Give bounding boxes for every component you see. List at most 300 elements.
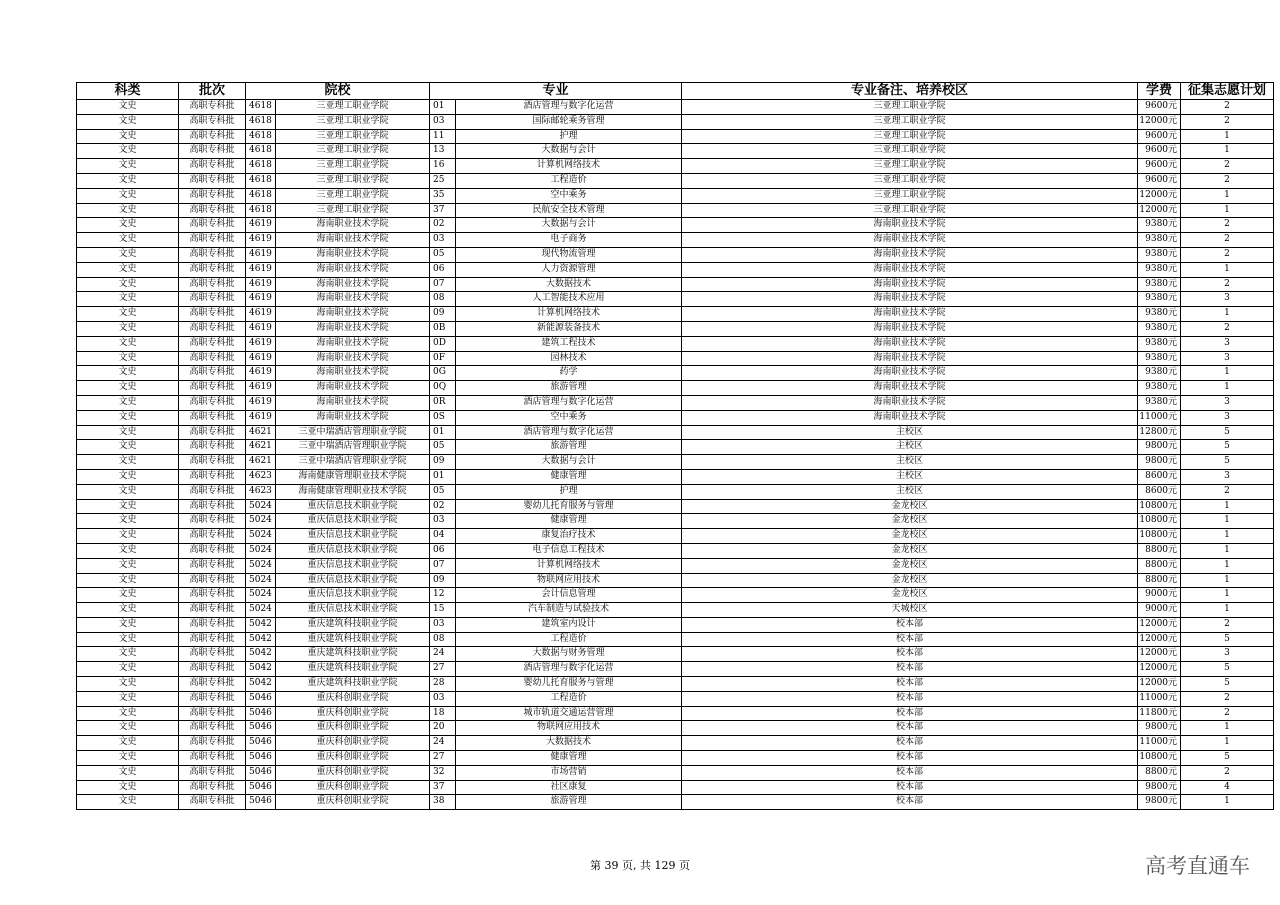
- plan-cell: 1: [1181, 144, 1274, 159]
- batch-cell: 高职专科批: [179, 751, 246, 766]
- plan-cell: 1: [1181, 188, 1274, 203]
- school-code-cell: 5024: [246, 514, 276, 529]
- major-code-cell: 03: [430, 233, 456, 248]
- major-name-cell: 新能源装备技术: [456, 321, 682, 336]
- batch-cell: 高职专科批: [179, 233, 246, 248]
- batch-cell: 高职专科批: [179, 736, 246, 751]
- table-row: [77, 647, 1274, 662]
- fee-cell: 9600元: [1138, 129, 1181, 144]
- batch-cell: 高职专科批: [179, 425, 246, 440]
- category-cell: 文史: [77, 114, 179, 129]
- category-cell: 文史: [77, 469, 179, 484]
- table-row: [77, 321, 1274, 336]
- school-name-cell: 三亚理工职业学院: [276, 159, 430, 174]
- category-cell: 文史: [77, 795, 179, 810]
- major-name-cell: 会计信息管理: [456, 588, 682, 603]
- plan-cell: 1: [1181, 543, 1274, 558]
- table-row: [77, 469, 1274, 484]
- school-name-cell: 海南职业技术学院: [276, 233, 430, 248]
- major-code-cell: 28: [430, 677, 456, 692]
- fee-cell: 8800元: [1138, 573, 1181, 588]
- school-code-cell: 4619: [246, 307, 276, 322]
- table-row: [77, 336, 1274, 351]
- major-name-cell: 婴幼儿托育服务与管理: [456, 499, 682, 514]
- school-name-cell: 重庆信息技术职业学院: [276, 529, 430, 544]
- plan-cell: 5: [1181, 632, 1274, 647]
- major-code-cell: 27: [430, 662, 456, 677]
- note-cell: 海南职业技术学院: [682, 307, 1138, 322]
- category-cell: 文史: [77, 410, 179, 425]
- batch-cell: 高职专科批: [179, 188, 246, 203]
- table-row: [77, 558, 1274, 573]
- plan-cell: 5: [1181, 440, 1274, 455]
- major-name-cell: 空中乘务: [456, 410, 682, 425]
- fee-cell: 9800元: [1138, 440, 1181, 455]
- fee-cell: 12000元: [1138, 677, 1181, 692]
- major-name-cell: 大数据与会计: [456, 218, 682, 233]
- major-name-cell: 酒店管理与数字化运营: [456, 425, 682, 440]
- note-cell: 校本部: [682, 617, 1138, 632]
- school-code-cell: 4619: [246, 321, 276, 336]
- school-name-cell: 海南职业技术学院: [276, 336, 430, 351]
- school-code-cell: 5024: [246, 588, 276, 603]
- fee-cell: 9380元: [1138, 351, 1181, 366]
- school-code-cell: 4618: [246, 114, 276, 129]
- table-row: [77, 484, 1274, 499]
- major-code-cell: 09: [430, 455, 456, 470]
- note-cell: 主校区: [682, 440, 1138, 455]
- plan-cell: 1: [1181, 558, 1274, 573]
- major-name-cell: 健康管理: [456, 751, 682, 766]
- category-cell: 文史: [77, 632, 179, 647]
- batch-cell: 高职专科批: [179, 603, 246, 618]
- school-code-cell: 5024: [246, 558, 276, 573]
- batch-cell: 高职专科批: [179, 410, 246, 425]
- school-code-cell: 4619: [246, 292, 276, 307]
- school-code-cell: 4619: [246, 366, 276, 381]
- major-code-cell: 15: [430, 603, 456, 618]
- school-name-cell: 三亚中瑞酒店管理职业学院: [276, 455, 430, 470]
- major-code-cell: 05: [430, 440, 456, 455]
- major-code-cell: 06: [430, 543, 456, 558]
- major-name-cell: 民航安全技术管理: [456, 203, 682, 218]
- major-name-cell: 物联网应用技术: [456, 721, 682, 736]
- school-name-cell: 重庆科创职业学院: [276, 751, 430, 766]
- fee-cell: 12000元: [1138, 632, 1181, 647]
- header-category: 科类: [77, 83, 179, 100]
- note-cell: 三亚理工职业学院: [682, 173, 1138, 188]
- fee-cell: 10800元: [1138, 514, 1181, 529]
- table-row: [77, 529, 1274, 544]
- major-name-cell: 建筑工程技术: [456, 336, 682, 351]
- header-note: 专业备注、培养校区: [682, 83, 1138, 100]
- fee-cell: 9380元: [1138, 277, 1181, 292]
- plan-cell: 3: [1181, 410, 1274, 425]
- major-code-cell: 07: [430, 277, 456, 292]
- table-row: [77, 588, 1274, 603]
- note-cell: 金龙校区: [682, 588, 1138, 603]
- category-cell: 文史: [77, 780, 179, 795]
- school-code-cell: 5046: [246, 795, 276, 810]
- school-code-cell: 5046: [246, 780, 276, 795]
- category-cell: 文史: [77, 588, 179, 603]
- major-code-cell: 08: [430, 632, 456, 647]
- category-cell: 文史: [77, 736, 179, 751]
- school-name-cell: 三亚理工职业学院: [276, 144, 430, 159]
- table-row: [77, 307, 1274, 322]
- major-name-cell: 大数据技术: [456, 277, 682, 292]
- batch-cell: 高职专科批: [179, 173, 246, 188]
- fee-cell: 11000元: [1138, 410, 1181, 425]
- category-cell: 文史: [77, 647, 179, 662]
- fee-cell: 9800元: [1138, 455, 1181, 470]
- major-code-cell: 12: [430, 588, 456, 603]
- category-cell: 文史: [77, 765, 179, 780]
- plan-cell: 3: [1181, 469, 1274, 484]
- school-code-cell: 4618: [246, 129, 276, 144]
- school-code-cell: 4623: [246, 469, 276, 484]
- note-cell: 金龙校区: [682, 573, 1138, 588]
- table-row: [77, 351, 1274, 366]
- note-cell: 校本部: [682, 662, 1138, 677]
- school-code-cell: 5024: [246, 603, 276, 618]
- note-cell: 海南职业技术学院: [682, 410, 1138, 425]
- school-code-cell: 4623: [246, 484, 276, 499]
- major-code-cell: 03: [430, 691, 456, 706]
- major-code-cell: 32: [430, 765, 456, 780]
- school-name-cell: 三亚理工职业学院: [276, 188, 430, 203]
- note-cell: 金龙校区: [682, 514, 1138, 529]
- category-cell: 文史: [77, 381, 179, 396]
- major-name-cell: 计算机网络技术: [456, 558, 682, 573]
- plan-cell: 5: [1181, 662, 1274, 677]
- note-cell: 校本部: [682, 795, 1138, 810]
- admission-plan-table: [76, 82, 1274, 810]
- fee-cell: 9380元: [1138, 366, 1181, 381]
- major-code-cell: 04: [430, 529, 456, 544]
- table-row: [77, 425, 1274, 440]
- plan-cell: 1: [1181, 603, 1274, 618]
- plan-cell: 2: [1181, 159, 1274, 174]
- category-cell: 文史: [77, 706, 179, 721]
- school-name-cell: 三亚理工职业学院: [276, 114, 430, 129]
- category-cell: 文史: [77, 514, 179, 529]
- school-name-cell: 海南职业技术学院: [276, 218, 430, 233]
- note-cell: 三亚理工职业学院: [682, 129, 1138, 144]
- fee-cell: 10800元: [1138, 529, 1181, 544]
- fee-cell: 12000元: [1138, 203, 1181, 218]
- note-cell: 校本部: [682, 736, 1138, 751]
- school-name-cell: 三亚理工职业学院: [276, 129, 430, 144]
- table-row: [77, 292, 1274, 307]
- plan-cell: 1: [1181, 573, 1274, 588]
- table-row: [77, 632, 1274, 647]
- school-name-cell: 三亚中瑞酒店管理职业学院: [276, 425, 430, 440]
- major-name-cell: 社区康复: [456, 780, 682, 795]
- plan-cell: 1: [1181, 529, 1274, 544]
- table-row: [77, 677, 1274, 692]
- school-name-cell: 三亚中瑞酒店管理职业学院: [276, 440, 430, 455]
- batch-cell: 高职专科批: [179, 499, 246, 514]
- batch-cell: 高职专科批: [179, 262, 246, 277]
- table-row: [77, 173, 1274, 188]
- plan-cell: 2: [1181, 277, 1274, 292]
- school-name-cell: 海南职业技术学院: [276, 277, 430, 292]
- school-code-cell: 4619: [246, 351, 276, 366]
- note-cell: 主校区: [682, 425, 1138, 440]
- major-code-cell: 05: [430, 247, 456, 262]
- table-row: [77, 410, 1274, 425]
- plan-cell: 1: [1181, 307, 1274, 322]
- note-cell: 校本部: [682, 691, 1138, 706]
- school-name-cell: 海南职业技术学院: [276, 366, 430, 381]
- note-cell: 海南职业技术学院: [682, 366, 1138, 381]
- school-name-cell: 重庆科创职业学院: [276, 780, 430, 795]
- school-name-cell: 三亚理工职业学院: [276, 100, 430, 115]
- plan-cell: 3: [1181, 292, 1274, 307]
- fee-cell: 8600元: [1138, 469, 1181, 484]
- major-code-cell: 05: [430, 484, 456, 499]
- note-cell: 三亚理工职业学院: [682, 114, 1138, 129]
- fee-cell: 9000元: [1138, 588, 1181, 603]
- table-row: [77, 381, 1274, 396]
- school-name-cell: 重庆建筑科技职业学院: [276, 617, 430, 632]
- major-name-cell: 人力资源管理: [456, 262, 682, 277]
- school-name-cell: 重庆信息技术职业学院: [276, 603, 430, 618]
- header-school: 院校: [246, 83, 430, 100]
- school-code-cell: 4621: [246, 425, 276, 440]
- batch-cell: 高职专科批: [179, 351, 246, 366]
- batch-cell: 高职专科批: [179, 321, 246, 336]
- school-name-cell: 重庆信息技术职业学院: [276, 573, 430, 588]
- batch-cell: 高职专科批: [179, 543, 246, 558]
- table-row: [77, 366, 1274, 381]
- note-cell: 金龙校区: [682, 499, 1138, 514]
- note-cell: 海南职业技术学院: [682, 247, 1138, 262]
- category-cell: 文史: [77, 366, 179, 381]
- note-cell: 校本部: [682, 751, 1138, 766]
- major-name-cell: 健康管理: [456, 514, 682, 529]
- major-code-cell: 25: [430, 173, 456, 188]
- plan-cell: 2: [1181, 484, 1274, 499]
- major-name-cell: 空中乘务: [456, 188, 682, 203]
- note-cell: 主校区: [682, 455, 1138, 470]
- school-code-cell: 4619: [246, 336, 276, 351]
- category-cell: 文史: [77, 617, 179, 632]
- fee-cell: 12000元: [1138, 617, 1181, 632]
- category-cell: 文史: [77, 233, 179, 248]
- category-cell: 文史: [77, 573, 179, 588]
- school-code-cell: 5046: [246, 691, 276, 706]
- major-name-cell: 健康管理: [456, 469, 682, 484]
- school-name-cell: 重庆科创职业学院: [276, 706, 430, 721]
- major-name-cell: 大数据与财务管理: [456, 647, 682, 662]
- major-code-cell: 03: [430, 514, 456, 529]
- batch-cell: 高职专科批: [179, 307, 246, 322]
- table-row: [77, 440, 1274, 455]
- school-code-cell: 4619: [246, 233, 276, 248]
- note-cell: 三亚理工职业学院: [682, 144, 1138, 159]
- school-code-cell: 5046: [246, 751, 276, 766]
- school-name-cell: 三亚理工职业学院: [276, 203, 430, 218]
- school-code-cell: 4618: [246, 188, 276, 203]
- batch-cell: 高职专科批: [179, 144, 246, 159]
- table-row: [77, 114, 1274, 129]
- table-row: [77, 395, 1274, 410]
- major-code-cell: 09: [430, 307, 456, 322]
- school-code-cell: 5046: [246, 736, 276, 751]
- table-row: [77, 455, 1274, 470]
- batch-cell: 高职专科批: [179, 336, 246, 351]
- plan-cell: 2: [1181, 691, 1274, 706]
- major-code-cell: 0Q: [430, 381, 456, 396]
- fee-cell: 8800元: [1138, 543, 1181, 558]
- major-name-cell: 大数据与会计: [456, 144, 682, 159]
- school-name-cell: 海南职业技术学院: [276, 262, 430, 277]
- note-cell: 金龙校区: [682, 529, 1138, 544]
- category-cell: 文史: [77, 351, 179, 366]
- major-code-cell: 37: [430, 780, 456, 795]
- major-name-cell: 酒店管理与数字化运营: [456, 100, 682, 115]
- watermark-logo: 高考直通车: [1145, 854, 1250, 878]
- school-name-cell: 海南职业技术学院: [276, 410, 430, 425]
- plan-cell: 2: [1181, 233, 1274, 248]
- header-row: [77, 83, 1274, 100]
- fee-cell: 11000元: [1138, 691, 1181, 706]
- batch-cell: 高职专科批: [179, 469, 246, 484]
- school-code-cell: 4618: [246, 100, 276, 115]
- table-row: [77, 233, 1274, 248]
- school-code-cell: 4619: [246, 277, 276, 292]
- school-name-cell: 重庆信息技术职业学院: [276, 514, 430, 529]
- category-cell: 文史: [77, 662, 179, 677]
- note-cell: 主校区: [682, 469, 1138, 484]
- major-code-cell: 02: [430, 218, 456, 233]
- category-cell: 文史: [77, 529, 179, 544]
- table-row: [77, 795, 1274, 810]
- batch-cell: 高职专科批: [179, 114, 246, 129]
- category-cell: 文史: [77, 603, 179, 618]
- school-name-cell: 重庆建筑科技职业学院: [276, 662, 430, 677]
- plan-cell: 2: [1181, 617, 1274, 632]
- table-row: [77, 218, 1274, 233]
- major-name-cell: 汽车制造与试验技术: [456, 603, 682, 618]
- school-code-cell: 4621: [246, 440, 276, 455]
- plan-cell: 1: [1181, 262, 1274, 277]
- major-name-cell: 酒店管理与数字化运营: [456, 395, 682, 410]
- batch-cell: 高职专科批: [179, 558, 246, 573]
- major-name-cell: 人工智能技术应用: [456, 292, 682, 307]
- plan-cell: 2: [1181, 173, 1274, 188]
- major-name-cell: 工程造价: [456, 691, 682, 706]
- note-cell: 海南职业技术学院: [682, 321, 1138, 336]
- batch-cell: 高职专科批: [179, 203, 246, 218]
- batch-cell: 高职专科批: [179, 691, 246, 706]
- major-code-cell: 03: [430, 617, 456, 632]
- school-name-cell: 重庆建筑科技职业学院: [276, 677, 430, 692]
- plan-cell: 1: [1181, 366, 1274, 381]
- fee-cell: 9380元: [1138, 262, 1181, 277]
- school-name-cell: 重庆建筑科技职业学院: [276, 647, 430, 662]
- major-name-cell: 护理: [456, 129, 682, 144]
- major-code-cell: 0R: [430, 395, 456, 410]
- category-cell: 文史: [77, 425, 179, 440]
- fee-cell: 8600元: [1138, 484, 1181, 499]
- major-code-cell: 0D: [430, 336, 456, 351]
- school-code-cell: 5042: [246, 632, 276, 647]
- plan-cell: 3: [1181, 336, 1274, 351]
- fee-cell: 9600元: [1138, 100, 1181, 115]
- batch-cell: 高职专科批: [179, 247, 246, 262]
- batch-cell: 高职专科批: [179, 632, 246, 647]
- plan-cell: 2: [1181, 706, 1274, 721]
- category-cell: 文史: [77, 173, 179, 188]
- note-cell: 三亚理工职业学院: [682, 100, 1138, 115]
- batch-cell: 高职专科批: [179, 381, 246, 396]
- fee-cell: 9380元: [1138, 247, 1181, 262]
- plan-cell: 1: [1181, 795, 1274, 810]
- plan-cell: 1: [1181, 588, 1274, 603]
- school-code-cell: 5024: [246, 499, 276, 514]
- school-name-cell: 海南职业技术学院: [276, 321, 430, 336]
- plan-cell: 1: [1181, 721, 1274, 736]
- major-code-cell: 02: [430, 499, 456, 514]
- table-body: [77, 100, 1274, 810]
- batch-cell: 高职专科批: [179, 292, 246, 307]
- note-cell: 校本部: [682, 647, 1138, 662]
- batch-cell: 高职专科批: [179, 573, 246, 588]
- fee-cell: 9800元: [1138, 721, 1181, 736]
- note-cell: 三亚理工职业学院: [682, 188, 1138, 203]
- school-name-cell: 重庆科创职业学院: [276, 721, 430, 736]
- fee-cell: 12000元: [1138, 188, 1181, 203]
- plan-cell: 1: [1181, 381, 1274, 396]
- batch-cell: 高职专科批: [179, 440, 246, 455]
- note-cell: 天城校区: [682, 603, 1138, 618]
- school-name-cell: 海南职业技术学院: [276, 307, 430, 322]
- school-name-cell: 重庆科创职业学院: [276, 795, 430, 810]
- category-cell: 文史: [77, 277, 179, 292]
- category-cell: 文史: [77, 159, 179, 174]
- note-cell: 海南职业技术学院: [682, 381, 1138, 396]
- category-cell: 文史: [77, 677, 179, 692]
- fee-cell: 9380元: [1138, 381, 1181, 396]
- school-code-cell: 4619: [246, 262, 276, 277]
- fee-cell: 11000元: [1138, 736, 1181, 751]
- fee-cell: 8800元: [1138, 765, 1181, 780]
- batch-cell: 高职专科批: [179, 588, 246, 603]
- category-cell: 文史: [77, 247, 179, 262]
- category-cell: 文史: [77, 721, 179, 736]
- fee-cell: 9380元: [1138, 336, 1181, 351]
- plan-cell: 5: [1181, 425, 1274, 440]
- table-row: [77, 203, 1274, 218]
- major-code-cell: 38: [430, 795, 456, 810]
- major-name-cell: 计算机网络技术: [456, 307, 682, 322]
- batch-cell: 高职专科批: [179, 617, 246, 632]
- note-cell: 主校区: [682, 484, 1138, 499]
- batch-cell: 高职专科批: [179, 218, 246, 233]
- major-name-cell: 计算机网络技术: [456, 159, 682, 174]
- major-name-cell: 工程造价: [456, 632, 682, 647]
- school-name-cell: 海南职业技术学院: [276, 395, 430, 410]
- school-name-cell: 重庆科创职业学院: [276, 765, 430, 780]
- major-name-cell: 酒店管理与数字化运营: [456, 662, 682, 677]
- note-cell: 海南职业技术学院: [682, 395, 1138, 410]
- category-cell: 文史: [77, 691, 179, 706]
- fee-cell: 9380元: [1138, 395, 1181, 410]
- school-code-cell: 5042: [246, 617, 276, 632]
